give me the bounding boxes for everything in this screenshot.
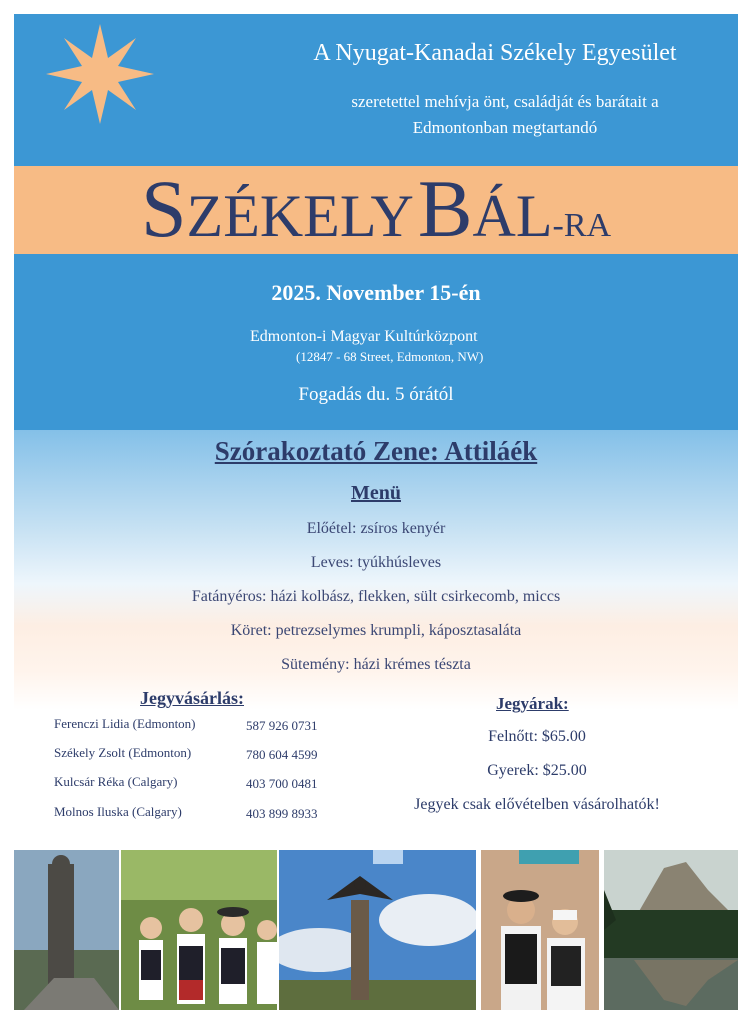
menu-heading: Menü	[351, 482, 401, 504]
invitation-line-2: Edmontonban megtartandó	[412, 118, 598, 137]
ticket-purchase-heading: Jegyvásárlás:	[140, 688, 244, 708]
folk-couple-photo	[481, 850, 599, 1010]
child-price: Gyerek: $25.00	[487, 762, 587, 779]
eagle-statue-photo	[279, 850, 476, 1010]
seller-name: Molnos Iluska (Calgary)	[54, 804, 182, 819]
menu-item: Előétel: zsíros kenyér	[306, 520, 446, 537]
seller-phone: 403 700 0481	[246, 776, 318, 791]
mountain-lake-icon	[604, 850, 738, 1010]
event-venue: Edmonton-i Magyar Kultúrközpont	[250, 328, 478, 345]
event-address: (12847 - 68 Street, Edmonton, NW)	[296, 349, 484, 364]
event-date: 2025. November 15-én	[271, 280, 481, 305]
presale-note: Jegyek csak elővételben vásárolhatók!	[414, 796, 660, 813]
seller-phone: 587 926 0731	[246, 718, 318, 733]
title-suffix: -RA	[552, 207, 612, 244]
title-initial-b: B	[417, 163, 473, 254]
organization-title: A Nyugat-Kanadai Székely Egyesület	[313, 40, 677, 66]
children-icon	[121, 850, 277, 1010]
seller-name: Székely Zsolt (Edmonton)	[54, 745, 192, 760]
menu-item: Köret: petrezselymes krumpli, káposztasaláta	[230, 622, 522, 639]
couple-icon	[481, 850, 599, 1010]
ticket-prices-heading: Jegyárak:	[496, 694, 569, 713]
music-heading: Szórakoztató Zene: Attiláék	[214, 436, 538, 466]
menu-item: Sütemény: házi krémes tészta	[281, 656, 471, 673]
sun-star-icon	[46, 24, 154, 124]
children-folk-costume-photo	[121, 850, 277, 1010]
seller-phone: 403 899 8933	[246, 806, 318, 821]
menu-item: Fatányéros: házi kolbász, flekken, sült csirkecomb, miccs	[191, 588, 561, 605]
title-rest-2: ÁL	[472, 183, 553, 249]
star-moon-emblem-icon	[40, 18, 250, 138]
crescent-moon-icon	[162, 22, 244, 135]
eagle-statue-icon	[279, 850, 476, 1010]
menu-item: Leves: tyúkhúsleves	[310, 554, 442, 571]
seller-phone: 780 604 4599	[246, 747, 318, 762]
seller-name: Ferenczi Lidia (Edmonton)	[54, 716, 196, 731]
monument-photo	[14, 850, 119, 1010]
mountain-lake-photo	[604, 850, 738, 1010]
title-rest-1: ZÉKELY	[186, 183, 414, 249]
reception-time: Fogadás du. 5 órától	[298, 384, 454, 405]
adult-price: Felnőtt: $65.00	[488, 728, 586, 745]
seller-name: Kulcsár Réka (Calgary)	[54, 774, 178, 789]
title-initial-s: S	[140, 163, 187, 254]
event-title	[0, 163, 752, 254]
monument-icon	[14, 850, 119, 1010]
invitation-line-1: szeretettel mehívja önt, családját és barátait a	[351, 92, 659, 111]
